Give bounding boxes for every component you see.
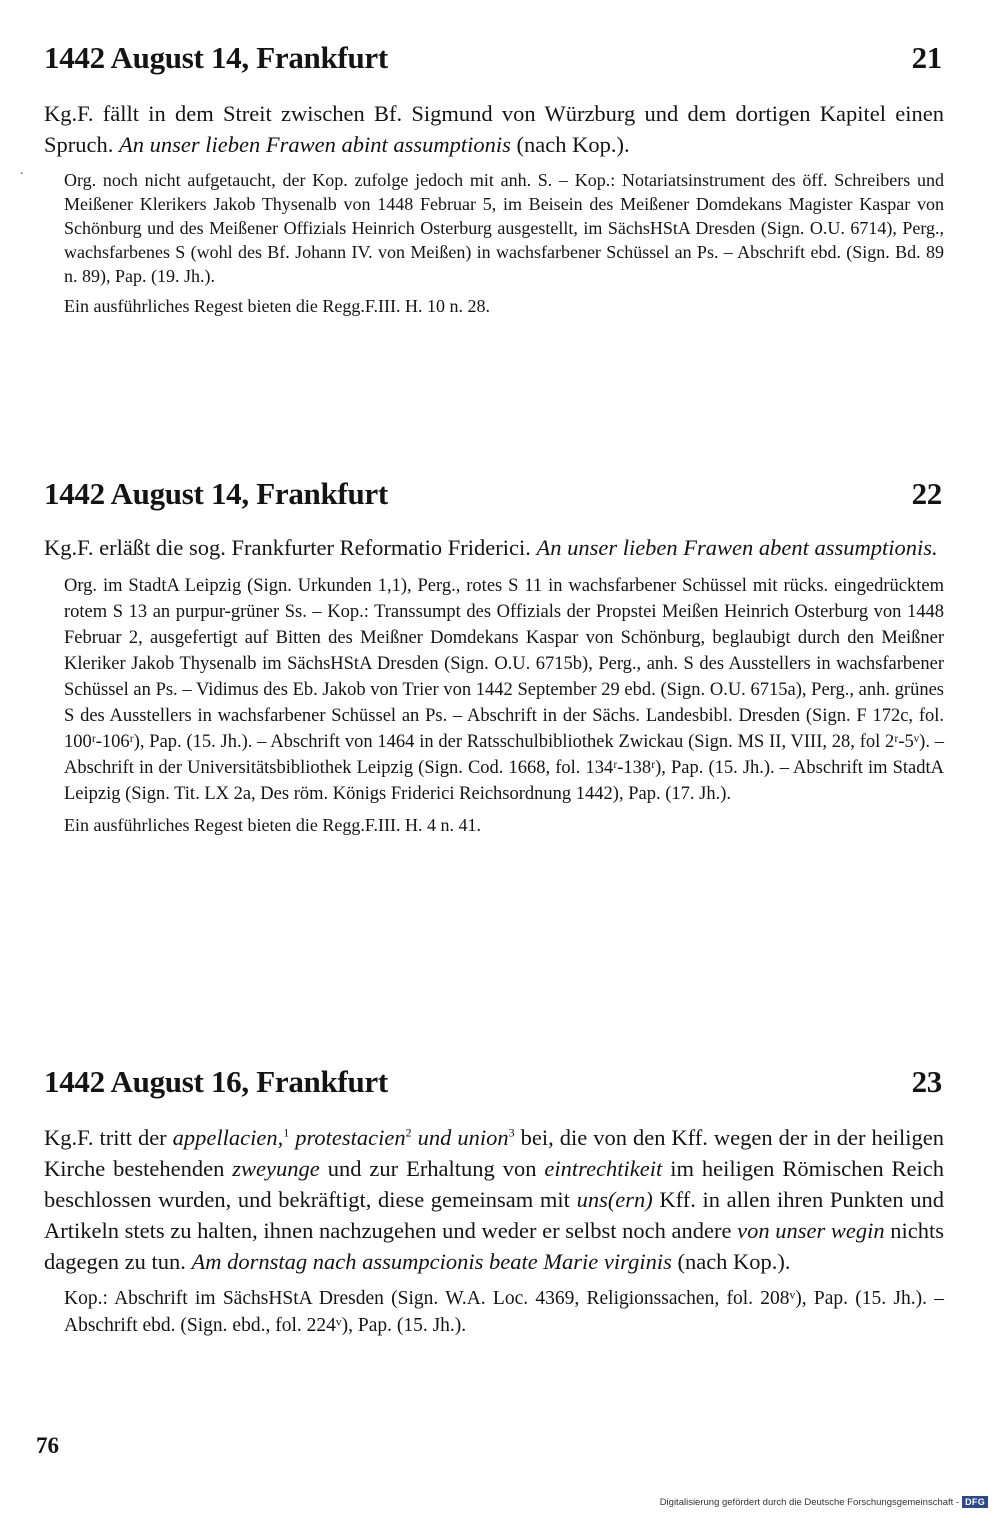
- regest-term: und union: [411, 1125, 509, 1150]
- regest-term: von unser wegin: [737, 1218, 885, 1243]
- regest-entry-23: [44, 1064, 944, 1339]
- entry-number: 21: [911, 40, 942, 75]
- regest-dating-clause: Am dornstag nach assumpcionis beate Marie virginis: [191, 1249, 672, 1274]
- regest-term: zweyunge: [232, 1156, 320, 1181]
- regest-entry-22: [44, 476, 944, 837]
- regest-text: und zur Erhaltung von: [319, 1156, 545, 1181]
- dfg-logo: DFG: [962, 1496, 988, 1508]
- regest-text: (nach Kop.).: [671, 1249, 791, 1274]
- entry-number: 22: [911, 476, 942, 511]
- entry-heading: [44, 40, 944, 76]
- regest-dating-clause: An unser lieben Frawen abent assumptionis.: [536, 535, 938, 560]
- regest-text: (nach Kop.).: [510, 132, 630, 157]
- regest-dating-clause: An unser lieben Frawen abint assumptionis: [119, 132, 511, 157]
- entry-date-place: 1442 August 16, Frankfurt: [44, 1064, 388, 1099]
- footnote-ref: 1: [283, 1125, 290, 1140]
- entry-date-place: 1442 August 14, Frankfurt: [44, 476, 388, 511]
- regest-text: nichts dagegen zu tun.: [44, 1218, 945, 1274]
- entry-note: Ein ausführliches Regest bieten die Regg.F.III. H. 10 n. 28.: [64, 296, 490, 316]
- regest-term: eintrechtikeit: [544, 1156, 663, 1181]
- entry-note: Ein ausführliches Regest bieten die Regg.F.III. H. 4 n. 41.: [64, 815, 481, 835]
- regest-text: Kg.F. erläßt die sog. Frankfurter Reformatio Friderici.: [44, 535, 537, 560]
- digitization-footer: [660, 1496, 988, 1508]
- page-number: 76: [36, 1433, 59, 1458]
- regest-term: uns(ern): [576, 1187, 653, 1212]
- entry-date-place: 1442 August 14, Frankfurt: [44, 40, 388, 75]
- regest-term: protestacien: [289, 1125, 406, 1150]
- entry-source: Kop.: Abschrift im SächsHStA Dresden (Sign. W.A. Loc. 4369, Religionssachen, fol. 208ᵛ), Pap. (15. Jh.). – Abschrift ebd. (Sign. ebd., fol. 224ᵛ), Pap. (15. Jh.).: [64, 1288, 944, 1336]
- regest-text: bei, die von den Kff. wegen der in der heiligen Kirche bestehenden: [44, 1125, 945, 1181]
- footnote-ref: 2: [405, 1125, 412, 1140]
- stray-mark: .: [20, 163, 24, 178]
- entry-regest: [44, 1122, 944, 1277]
- regest-text: Kg.F. fällt in dem Streit zwischen Bf. Sigmund von Würzburg und dem dortigen Kapitel einen Spruch.: [44, 101, 944, 157]
- entry-heading: [44, 476, 944, 512]
- entry-source: Org. noch nicht aufgetaucht, der Kop. zufolge jedoch mit anh. S. – Kop.: Notariatsinstrument des öff. Schreibers und Meißener Klerikers Jakob Thysenalb von 1448 Februar 5, im Beisein des Meißener Domdekans Magister Kaspar von Schönburg und des Meißener Offizials Heinrich Osterburg ausgestellt, im SächsHStA Dresden (Sign. O.U. 6714), Perg., wachsfarbenes S (wohl des Bf. Johann IV. von Meißen) in wachsfarbener Schüssel an Ps. – Abschrift ebd. (Sign. Bd. 89 n. 89), Pap. (19. Jh.).: [64, 170, 944, 286]
- regest-text: Kg.F. tritt der: [44, 1125, 173, 1150]
- regest-text: im heiligen Römischen Reich beschlossen wurden, und bekräftigt, diese gemeinsam mit: [44, 1156, 944, 1212]
- entry-heading: [44, 1064, 944, 1100]
- regest-term: appellacien,: [172, 1125, 284, 1150]
- footer-text: Digitalisierung gefördert durch die Deutsche Forschungsgemeinschaft -: [659, 1496, 960, 1508]
- regest-text: Kff. in allen ihren Punkten und Artikeln stets zu halten, ihnen nachzugehen und weder er selbst noch andere: [44, 1187, 945, 1243]
- entry-source: Org. im StadtA Leipzig (Sign. Urkunden 1,1), Perg., rotes S 11 in wachsfarbener Schüssel mit rücks. eingedrücktem rotem S 13 an purpur-grüner Ss. – Kop.: Transsumpt des Offizials der Propstei Meißen Heinrich Osterburg von 1448 Februar 2, ausgefertigt auf Bitten des Meißner Domdekans Kaspar von Schönburg, beglaubigt durch den Meißner Kleriker Jakob Thysenalb im SächsHStA Dresden (Sign. O.U. 6715b), Perg., anh. S des Ausstellers in wachsfarbener Schüssel an Ps. – Vidimus des Eb. Jakob von Trier von 1442 September 29 ebd. (Sign. O.U. 6715a), Perg., anh. grünes S des Ausstellers in wachsfarbener Schüssel an Ps. – Abschrift in der Sächs. Landesbibl. Dresden (Sign. F 172c, fol. 100ʳ-106ʳ), Pap. (15. Jh.). – Abschrift von 1464 in der Ratsschulbibliothek Zwickau (Sign. MS II, VIII, 28, fol 2ʳ-5ᵛ). – Abschrift in der Universitätsbibliothek Leipzig (Sign. Cod. 1668, fol. 134ʳ-138ʳ), Pap. (15. Jh.). – Abschrift im StadtA Leipzig (Sign. Tit. LX 2a, Des röm. Königs Friderici Reichsordnung 1442), Pap. (17. Jh.).: [64, 576, 944, 804]
- entry-regest: [44, 532, 944, 563]
- regest-entry-21: [44, 40, 944, 318]
- entry-regest: [44, 98, 944, 160]
- footnote-ref: 3: [508, 1125, 515, 1140]
- entry-number: 23: [911, 1064, 942, 1099]
